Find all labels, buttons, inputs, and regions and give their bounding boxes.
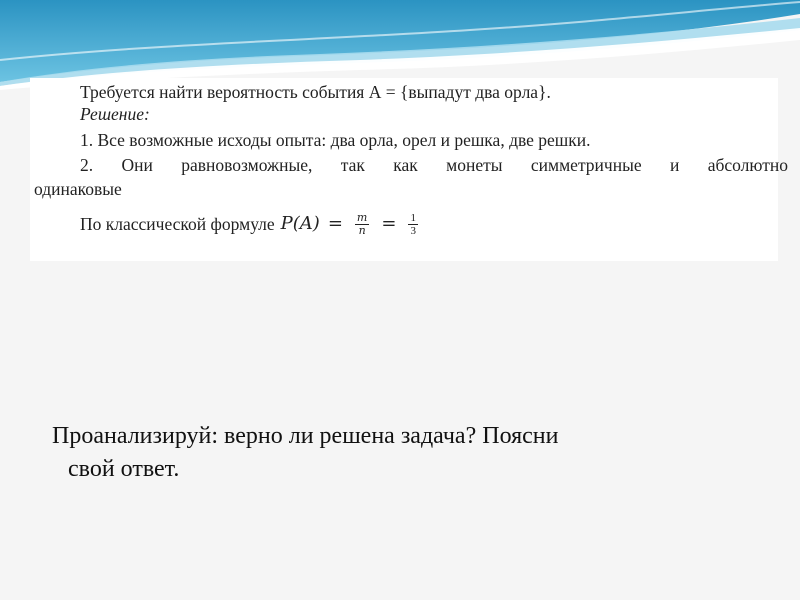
header-wave-decoration <box>0 0 800 90</box>
solution-step-2 <box>80 154 788 176</box>
step2-word: Они <box>121 155 153 175</box>
step2-word: так <box>340 155 365 175</box>
question-line-2: свой ответ. <box>68 456 180 482</box>
formula-lhs: P(A) <box>280 213 320 234</box>
question-text <box>52 420 732 486</box>
step2-word: как <box>393 155 418 175</box>
problem-statement: Требуется найти вероятность события А = {выпадут два орла}. <box>80 82 551 102</box>
fraction-denominator: n <box>358 223 366 237</box>
question-line-1: Проанализируй: верно ли решена задача? Поясни <box>52 423 559 449</box>
formula-equals-2: = <box>381 213 397 234</box>
fraction-denominator: 3 <box>410 224 416 237</box>
step2-word: абсолютно <box>707 155 788 175</box>
fraction-m-over-n <box>355 212 369 237</box>
formula-equals: = <box>327 213 343 234</box>
step2-word: монеты <box>446 155 503 175</box>
step2-word: симметричные <box>530 155 642 175</box>
solution-label: Решение: <box>80 104 150 124</box>
fraction-numerator: m <box>356 210 368 224</box>
formula-line <box>80 204 422 244</box>
solution-step-2-continuation: одинаковые <box>34 179 122 199</box>
step2-word: равновозможные, <box>181 155 313 175</box>
fraction-one-third <box>408 212 418 237</box>
solution-step-1: 1. Все возможные исходы опыта: два орла, орел и решка, две решки. <box>80 130 591 150</box>
formula-prefix: По классической формуле <box>80 214 275 234</box>
step2-word: 2. <box>80 155 94 175</box>
fraction-numerator: 1 <box>410 211 416 224</box>
step2-word: и <box>669 155 680 175</box>
problem-panel <box>30 78 788 261</box>
